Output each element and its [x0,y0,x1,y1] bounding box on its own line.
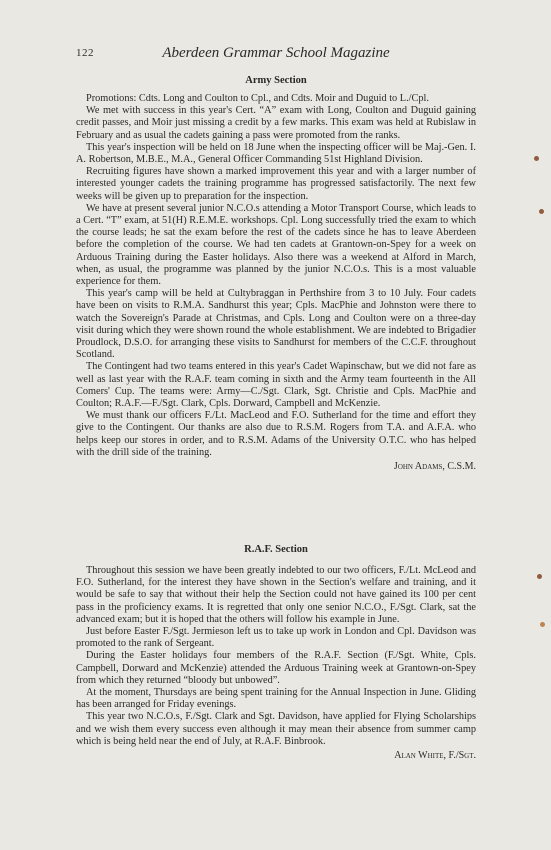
army-paragraph: The Contingent had two teams entered in this year's Cadet Wapinschaw, but we did not fare as well as last year with the R.A.F. team coming in sixth and the Army team fourteenth in the All Comers' Cup. The teams were: Army—C./Sgt. Clark, Sgt. Christie and Cpls. MacPhie and Coulton; R.A.F.—F./Sgt. Clark, Cpls. Dorward, Campbell and McKenzie. [76,361,476,410]
journal-title: Aberdeen Grammar School Magazine [162,45,390,61]
raf-section-title: R.A.F. Section [244,544,308,555]
army-signature: John Adams, C.S.M. [393,461,476,473]
raf-section-body [76,565,476,762]
raf-paragraph: During the Easter holidays four members of the R.A.F. Section (F./Sgt. White, Cpls. Campbell, Dorward and McKenzie) attended the Arduous Training week at Grantown-on-Spey from which they returned “bloody but unbowed”. [76,650,476,686]
raf-paragraph: Throughout this session we have been greatly indebted to our two officers, F./Lt. McLeod and F.O. Sutherland, for the interest they have shown in the Section's welfare and training, and it would be safe to say that without their help the Section could not have gained its 100 per cent pass in the proficiency exams. It is regretted that only one senior N.C.O., F./Sgt. Clark, sat the advanced exam; but it is hoped that the others will follow his example in June. [76,565,476,625]
army-paragraph: Recruiting figures have shown a marked improvement this year and with a larger number of interested younger cadets the training programme has progressed satisfactorily. The next few weeks will be given up to preparation for the inspection. [76,166,476,202]
army-paragraph: We met with success in this year's Cert. “A” exam with Long, Coulton and Duguid gaining credit passes, and Moir just missing a credit by a few marks. This exam was held at Rubislaw in February and as usual the cadets gaining a pass were promoted from the ranks. [76,105,476,141]
raf-paragraph: At the moment, Thursdays are being spent training for the Annual Inspection in June. Gliding has been arranged for Friday evenings. [76,687,476,711]
army-paragraph: We must thank our officers F./Lt. MacLeod and F.O. Sutherland for the time and effort they give to the Contingent. Our thanks are also due to R.S.M. Rogers from T.A. and A.F.A. who helps keep our stores in order, and to R.S.M. Adams of the University O.T.C. who has helped with the drill side of the training. [76,410,476,458]
army-section-title: Army Section [245,75,307,86]
page-header [76,47,476,65]
army-section-body [76,93,476,473]
margin-mark [540,622,545,627]
margin-mark [534,156,539,161]
army-paragraph: This year's inspection will be held on 18 June when the inspecting officer will be Maj.-Gen. I. A. Robertson, M.B.E., M.A., General Officer Commanding 51st Highland Division. [76,141,476,166]
army-paragraph: Promotions: Cdts. Long and Coulton to Cpl., and Cdts. Moir and Duguid to L./Cpl. [86,93,429,104]
raf-paragraph: This year two N.C.O.s, F./Sgt. Clark and Sgt. Davidson, have applied for Flying Scholarships and we wish them every success even although it may mean their absence from summer camp which is being held near the end of July, at R.A.F. Binbrook. [76,711,476,747]
army-paragraph: We have at present several junior N.C.O.s attending a Motor Transport Course, which leads to a Cert. “T” exam, at 51(H) R.E.M.E. workshops. Cpl. Long successfully tried the exam to which the course leads; he sat the exam before the rest of the cadets since he has to leave Aberdeen before the completion of the course. We had ten cadets at Grantown-on-Spey for a week on Arduous Training during the Easter holidays. Also there was a weekend at Alford in March, when, as usual, the programme was planned by the junior N.C.O.s. This is a most valuable experience for them. [76,202,476,288]
raf-paragraph: Just before Easter F./Sgt. Jermieson left us to take up work in London and Cpl. Davidson was promoted to the rank of Sergeant. [76,626,476,650]
margin-mark [539,209,544,214]
margin-mark [537,574,542,579]
raf-signature: Alan White, F./Sgt. [394,750,476,762]
army-paragraph: This year's camp will be held at Cultybraggan in Perthshire from 3 to 10 July. Four cadets have been on visits to R.M.A. Sandhurst this year; Cpls. MacPhie and Johnston were there to watch the Sovereign's Parade at Christmas, and Cpls. Long and Coulton were on a three-day visit during which they were shown round the whole establishment. We are indebted to Brigadier Proudlock, D.S.O. for arranging these visits to Sandhurst for members of the C.C.F. throughout Scotland. [76,288,476,361]
page-number: 122 [76,47,94,59]
